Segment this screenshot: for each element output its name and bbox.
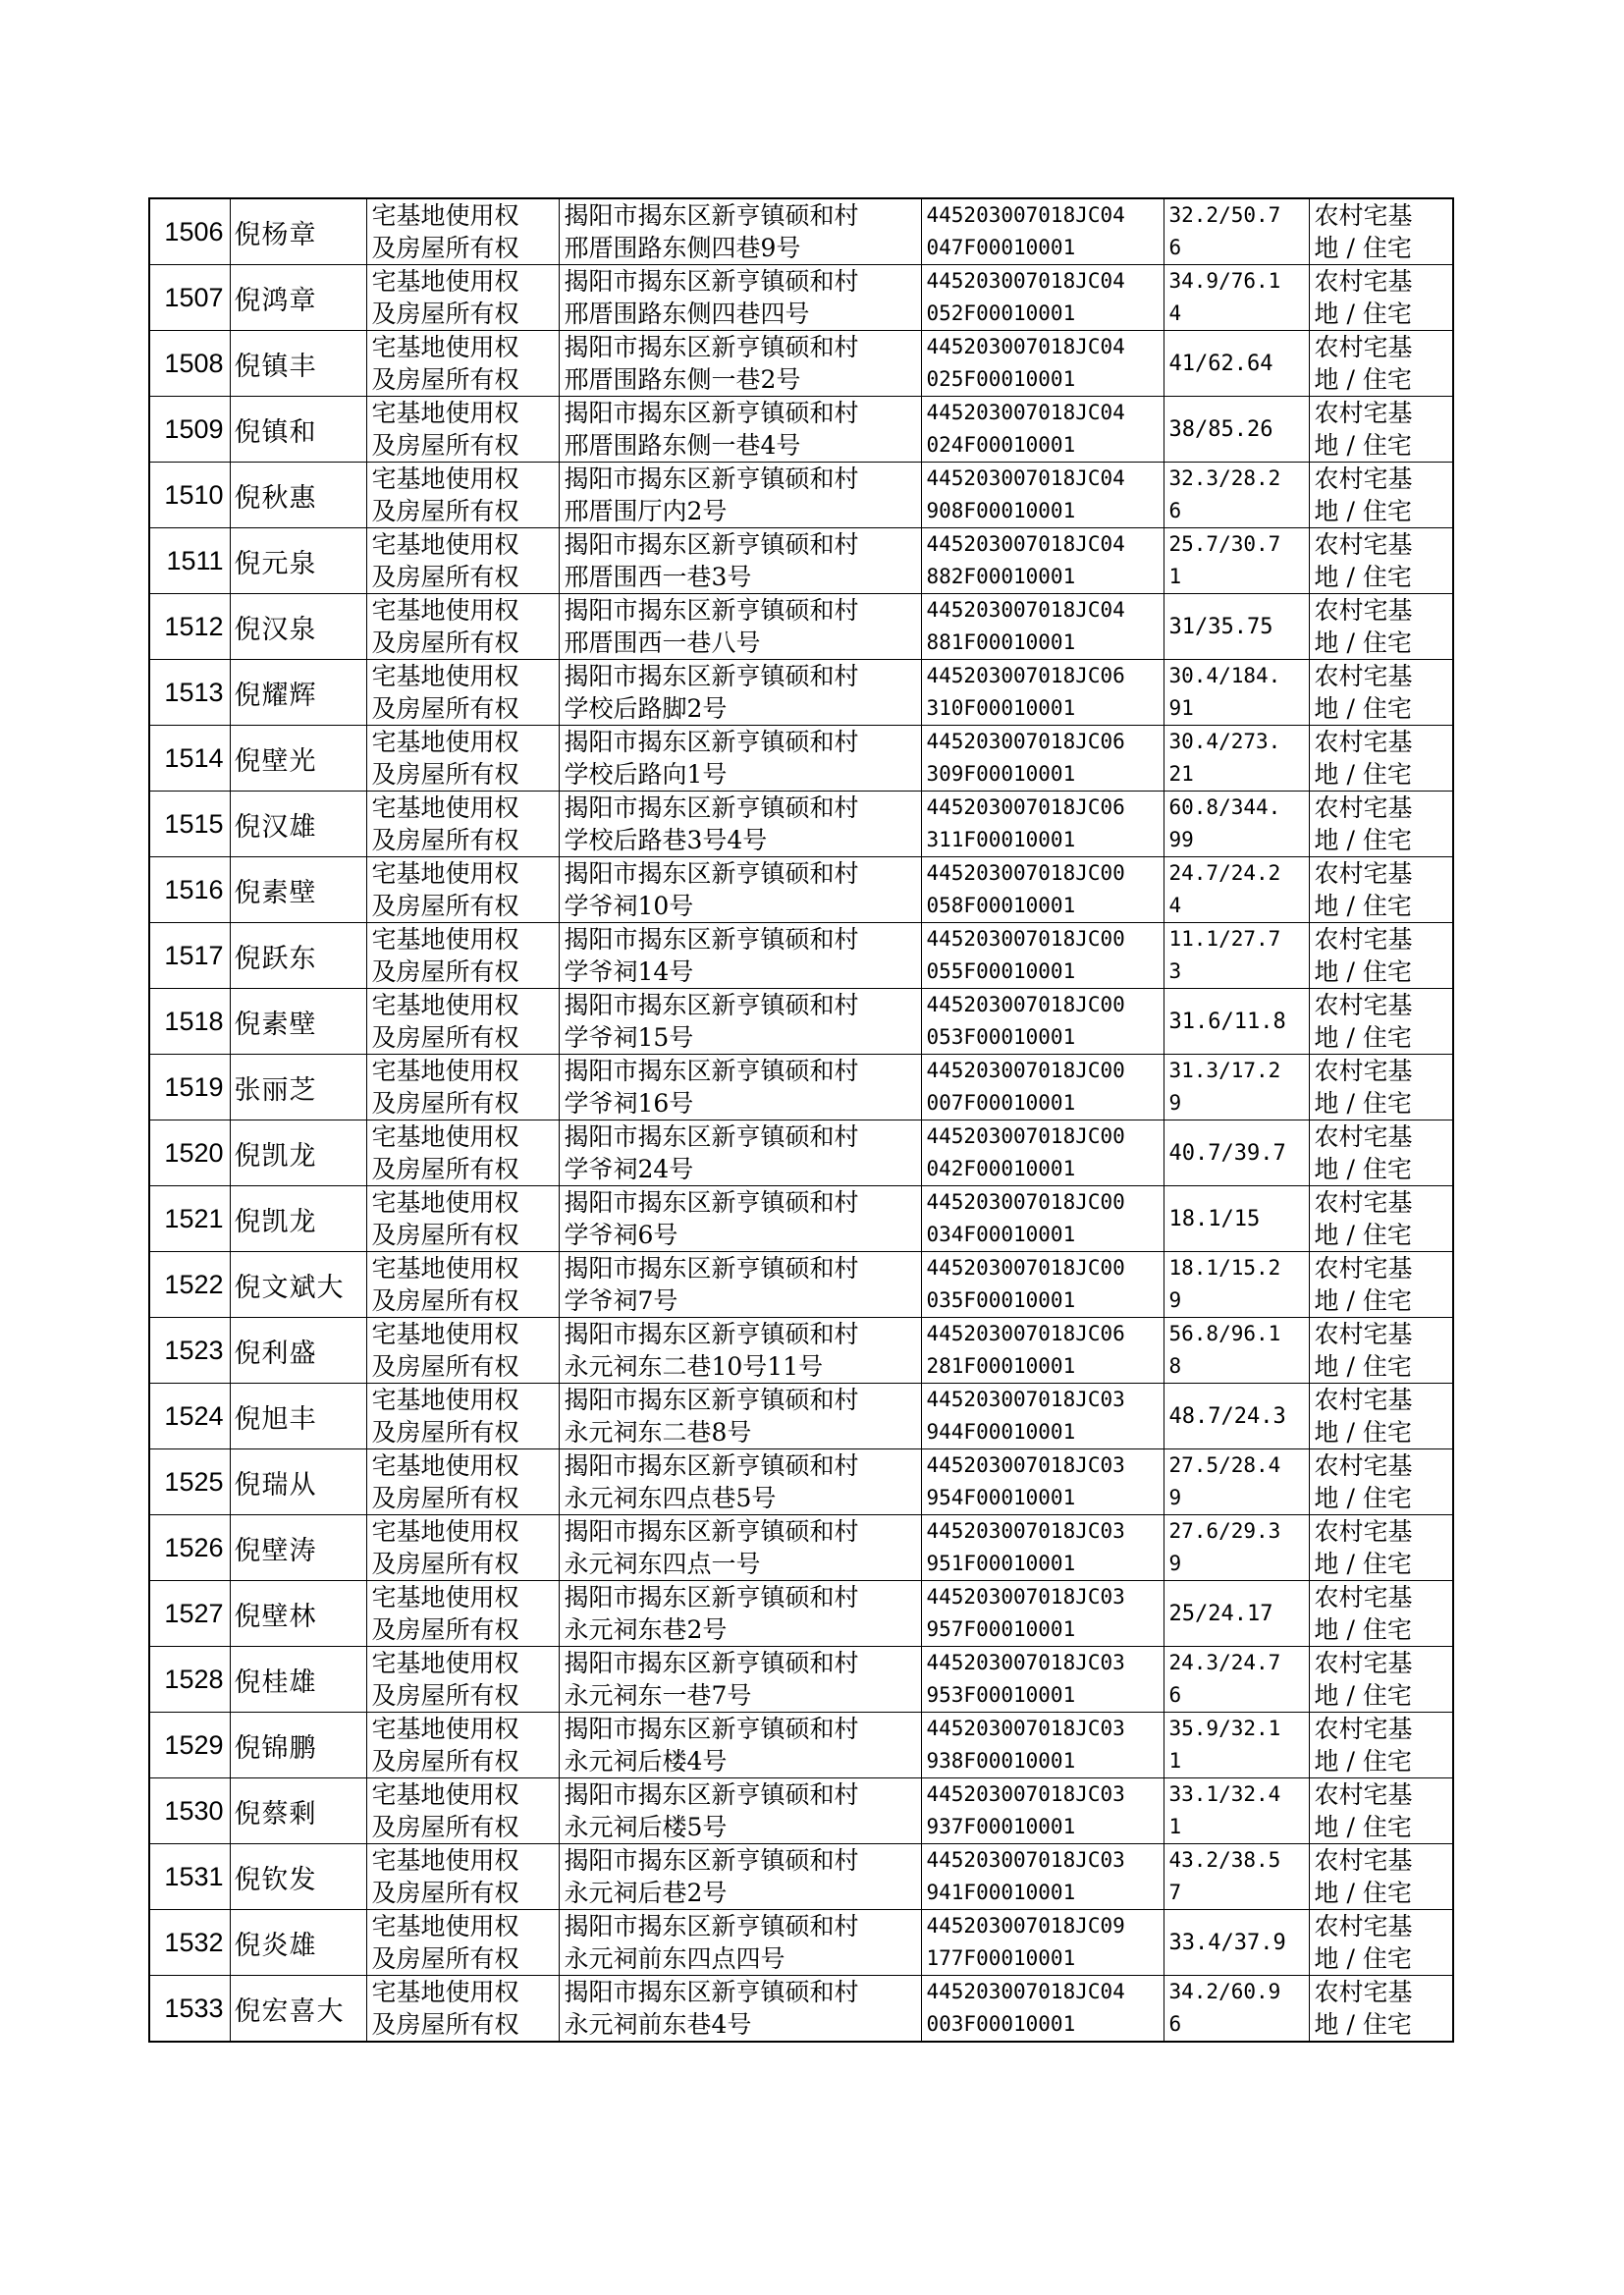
row-number-cell: 1522	[149, 1252, 230, 1318]
owner-name-cell: 倪秋惠	[230, 463, 366, 528]
location-cell: 揭阳市揭东区新亨镇硕和村 学校后路脚2号	[559, 660, 921, 726]
right-type-cell: 宅基地使用权 及房屋所有权	[366, 1318, 559, 1384]
land-use-cell: 农村宅基 地 / 住宅	[1309, 265, 1453, 331]
owner-name-cell: 倪钦发	[230, 1844, 366, 1910]
right-type-cell: 宅基地使用权 及房屋所有权	[366, 1713, 559, 1778]
area-cell: 11.1/27.7 3	[1164, 923, 1309, 989]
area-cell: 43.2/38.5 7	[1164, 1844, 1309, 1910]
row-number-cell: 1514	[149, 726, 230, 792]
location-cell: 揭阳市揭东区新亨镇硕和村 学爷祠16号	[559, 1055, 921, 1120]
table-row	[149, 198, 1453, 265]
table-row	[149, 1515, 1453, 1581]
location-cell: 揭阳市揭东区新亨镇硕和村 永元祠后巷2号	[559, 1844, 921, 1910]
owner-name-cell: 倪素壁	[230, 989, 366, 1055]
owner-name-cell: 倪凯龙	[230, 1120, 366, 1186]
row-number-cell: 1533	[149, 1976, 230, 2043]
right-type-cell: 宅基地使用权 及房屋所有权	[366, 1186, 559, 1252]
area-cell: 40.7/39.7	[1164, 1120, 1309, 1186]
land-use-cell: 农村宅基 地 / 住宅	[1309, 989, 1453, 1055]
land-use-cell: 农村宅基 地 / 住宅	[1309, 1778, 1453, 1844]
owner-name-cell: 张丽芝	[230, 1055, 366, 1120]
land-use-cell: 农村宅基 地 / 住宅	[1309, 1647, 1453, 1713]
unit-code-cell: 445203007018JC03 938F00010001	[921, 1713, 1164, 1778]
area-cell: 41/62.64	[1164, 331, 1309, 397]
unit-code-cell: 445203007018JC03 954F00010001	[921, 1449, 1164, 1515]
unit-code-cell: 445203007018JC04 047F00010001	[921, 198, 1164, 265]
owner-name-cell: 倪宏喜大	[230, 1976, 366, 2043]
unit-code-cell: 445203007018JC00 055F00010001	[921, 923, 1164, 989]
row-number-cell: 1526	[149, 1515, 230, 1581]
right-type-cell: 宅基地使用权 及房屋所有权	[366, 1252, 559, 1318]
land-use-cell: 农村宅基 地 / 住宅	[1309, 1910, 1453, 1976]
owner-name-cell: 倪锦鹏	[230, 1713, 366, 1778]
table-row	[149, 1976, 1453, 2043]
location-cell: 揭阳市揭东区新亨镇硕和村 邢厝围西一巷3号	[559, 528, 921, 594]
table-row	[149, 857, 1453, 923]
owner-name-cell: 倪壁光	[230, 726, 366, 792]
table-row	[149, 1581, 1453, 1647]
land-use-cell: 农村宅基 地 / 住宅	[1309, 1449, 1453, 1515]
right-type-cell: 宅基地使用权 及房屋所有权	[366, 265, 559, 331]
row-number-cell: 1524	[149, 1384, 230, 1449]
area-cell: 25.7/30.7 1	[1164, 528, 1309, 594]
owner-name-cell: 倪凯龙	[230, 1186, 366, 1252]
row-number-cell: 1531	[149, 1844, 230, 1910]
unit-code-cell: 445203007018JC03 937F00010001	[921, 1778, 1164, 1844]
area-cell: 56.8/96.1 8	[1164, 1318, 1309, 1384]
land-use-cell: 农村宅基 地 / 住宅	[1309, 726, 1453, 792]
land-use-cell: 农村宅基 地 / 住宅	[1309, 1120, 1453, 1186]
location-cell: 揭阳市揭东区新亨镇硕和村 永元祠前东巷4号	[559, 1976, 921, 2043]
row-number-cell: 1518	[149, 989, 230, 1055]
table-row	[149, 1252, 1453, 1318]
table-row	[149, 1384, 1453, 1449]
land-use-cell: 农村宅基 地 / 住宅	[1309, 1252, 1453, 1318]
unit-code-cell: 445203007018JC03 957F00010001	[921, 1581, 1164, 1647]
area-cell: 33.4/37.9	[1164, 1910, 1309, 1976]
owner-name-cell: 倪跃东	[230, 923, 366, 989]
right-type-cell: 宅基地使用权 及房屋所有权	[366, 792, 559, 857]
land-use-cell: 农村宅基 地 / 住宅	[1309, 923, 1453, 989]
area-cell: 31.3/17.2 9	[1164, 1055, 1309, 1120]
row-number-cell: 1519	[149, 1055, 230, 1120]
row-number-cell: 1532	[149, 1910, 230, 1976]
location-cell: 揭阳市揭东区新亨镇硕和村 学爷祠10号	[559, 857, 921, 923]
row-number-cell: 1525	[149, 1449, 230, 1515]
unit-code-cell: 445203007018JC04 003F00010001	[921, 1976, 1164, 2043]
location-cell: 揭阳市揭东区新亨镇硕和村 永元祠东四点一号	[559, 1515, 921, 1581]
right-type-cell: 宅基地使用权 及房屋所有权	[366, 594, 559, 660]
land-registry-table	[148, 197, 1454, 2043]
unit-code-cell: 445203007018JC04 052F00010001	[921, 265, 1164, 331]
owner-name-cell: 倪文斌大	[230, 1252, 366, 1318]
land-use-cell: 农村宅基 地 / 住宅	[1309, 594, 1453, 660]
right-type-cell: 宅基地使用权 及房屋所有权	[366, 198, 559, 265]
owner-name-cell: 倪利盛	[230, 1318, 366, 1384]
area-cell: 31/35.75	[1164, 594, 1309, 660]
table-row	[149, 1844, 1453, 1910]
row-number-cell: 1510	[149, 463, 230, 528]
owner-name-cell: 倪耀辉	[230, 660, 366, 726]
land-use-cell: 农村宅基 地 / 住宅	[1309, 1515, 1453, 1581]
unit-code-cell: 445203007018JC09 177F00010001	[921, 1910, 1164, 1976]
area-cell: 25/24.17	[1164, 1581, 1309, 1647]
land-use-cell: 农村宅基 地 / 住宅	[1309, 1581, 1453, 1647]
land-use-cell: 农村宅基 地 / 住宅	[1309, 1844, 1453, 1910]
unit-code-cell: 445203007018JC03 944F00010001	[921, 1384, 1164, 1449]
land-use-cell: 农村宅基 地 / 住宅	[1309, 397, 1453, 463]
row-number-cell: 1520	[149, 1120, 230, 1186]
row-number-cell: 1515	[149, 792, 230, 857]
right-type-cell: 宅基地使用权 及房屋所有权	[366, 923, 559, 989]
table-row	[149, 792, 1453, 857]
right-type-cell: 宅基地使用权 及房屋所有权	[366, 1055, 559, 1120]
unit-code-cell: 445203007018JC00 042F00010001	[921, 1120, 1164, 1186]
location-cell: 揭阳市揭东区新亨镇硕和村 永元祠东一巷7号	[559, 1647, 921, 1713]
table-row	[149, 1778, 1453, 1844]
area-cell: 35.9/32.1 1	[1164, 1713, 1309, 1778]
unit-code-cell: 445203007018JC06 311F00010001	[921, 792, 1164, 857]
land-use-cell: 农村宅基 地 / 住宅	[1309, 792, 1453, 857]
location-cell: 揭阳市揭东区新亨镇硕和村 学爷祠14号	[559, 923, 921, 989]
right-type-cell: 宅基地使用权 及房屋所有权	[366, 528, 559, 594]
row-number-cell: 1523	[149, 1318, 230, 1384]
area-cell: 18.1/15	[1164, 1186, 1309, 1252]
area-cell: 32.3/28.2 6	[1164, 463, 1309, 528]
table-row	[149, 265, 1453, 331]
table-row	[149, 463, 1453, 528]
right-type-cell: 宅基地使用权 及房屋所有权	[366, 1778, 559, 1844]
location-cell: 揭阳市揭东区新亨镇硕和村 永元祠东巷2号	[559, 1581, 921, 1647]
table-row	[149, 660, 1453, 726]
table-row	[149, 528, 1453, 594]
right-type-cell: 宅基地使用权 及房屋所有权	[366, 1120, 559, 1186]
location-cell: 揭阳市揭东区新亨镇硕和村 学爷祠24号	[559, 1120, 921, 1186]
table-row	[149, 1055, 1453, 1120]
land-use-cell: 农村宅基 地 / 住宅	[1309, 198, 1453, 265]
area-cell: 34.9/76.1 4	[1164, 265, 1309, 331]
location-cell: 揭阳市揭东区新亨镇硕和村 邢厝围厅内2号	[559, 463, 921, 528]
unit-code-cell: 445203007018JC06 310F00010001	[921, 660, 1164, 726]
area-cell: 38/85.26	[1164, 397, 1309, 463]
owner-name-cell: 倪炎雄	[230, 1910, 366, 1976]
area-cell: 32.2/50.7 6	[1164, 198, 1309, 265]
owner-name-cell: 倪素壁	[230, 857, 366, 923]
owner-name-cell: 倪镇丰	[230, 331, 366, 397]
row-number-cell: 1506	[149, 198, 230, 265]
owner-name-cell: 倪桂雄	[230, 1647, 366, 1713]
row-number-cell: 1511	[149, 528, 230, 594]
right-type-cell: 宅基地使用权 及房屋所有权	[366, 1581, 559, 1647]
table-row	[149, 726, 1453, 792]
owner-name-cell: 倪壁涛	[230, 1515, 366, 1581]
owner-name-cell: 倪蔡剩	[230, 1778, 366, 1844]
table-row	[149, 1647, 1453, 1713]
owner-name-cell: 倪汉雄	[230, 792, 366, 857]
land-use-cell: 农村宅基 地 / 住宅	[1309, 1055, 1453, 1120]
location-cell: 揭阳市揭东区新亨镇硕和村 邢厝围路东侧四巷四号	[559, 265, 921, 331]
land-use-cell: 农村宅基 地 / 住宅	[1309, 1976, 1453, 2043]
area-cell: 24.7/24.2 4	[1164, 857, 1309, 923]
table-body	[149, 198, 1453, 2042]
row-number-cell: 1528	[149, 1647, 230, 1713]
location-cell: 揭阳市揭东区新亨镇硕和村 永元祠后楼5号	[559, 1778, 921, 1844]
unit-code-cell: 445203007018JC04 908F00010001	[921, 463, 1164, 528]
row-number-cell: 1517	[149, 923, 230, 989]
unit-code-cell: 445203007018JC06 281F00010001	[921, 1318, 1164, 1384]
table-row	[149, 594, 1453, 660]
land-use-cell: 农村宅基 地 / 住宅	[1309, 463, 1453, 528]
table-row	[149, 1713, 1453, 1778]
location-cell: 揭阳市揭东区新亨镇硕和村 学爷祠6号	[559, 1186, 921, 1252]
owner-name-cell: 倪元泉	[230, 528, 366, 594]
right-type-cell: 宅基地使用权 及房屋所有权	[366, 1647, 559, 1713]
land-use-cell: 农村宅基 地 / 住宅	[1309, 528, 1453, 594]
location-cell: 揭阳市揭东区新亨镇硕和村 学校后路向1号	[559, 726, 921, 792]
unit-code-cell: 445203007018JC00 034F00010001	[921, 1186, 1164, 1252]
table-row	[149, 1449, 1453, 1515]
row-number-cell: 1530	[149, 1778, 230, 1844]
area-cell: 24.3/24.7 6	[1164, 1647, 1309, 1713]
owner-name-cell: 倪壁林	[230, 1581, 366, 1647]
row-number-cell: 1509	[149, 397, 230, 463]
right-type-cell: 宅基地使用权 及房屋所有权	[366, 397, 559, 463]
table-row	[149, 989, 1453, 1055]
right-type-cell: 宅基地使用权 及房屋所有权	[366, 857, 559, 923]
area-cell: 27.5/28.4 9	[1164, 1449, 1309, 1515]
unit-code-cell: 445203007018JC06 309F00010001	[921, 726, 1164, 792]
row-number-cell: 1529	[149, 1713, 230, 1778]
area-cell: 27.6/29.3 9	[1164, 1515, 1309, 1581]
right-type-cell: 宅基地使用权 及房屋所有权	[366, 660, 559, 726]
row-number-cell: 1507	[149, 265, 230, 331]
unit-code-cell: 445203007018JC04 882F00010001	[921, 528, 1164, 594]
right-type-cell: 宅基地使用权 及房屋所有权	[366, 1910, 559, 1976]
area-cell: 48.7/24.3	[1164, 1384, 1309, 1449]
owner-name-cell: 倪汉泉	[230, 594, 366, 660]
unit-code-cell: 445203007018JC04 881F00010001	[921, 594, 1164, 660]
right-type-cell: 宅基地使用权 及房屋所有权	[366, 463, 559, 528]
unit-code-cell: 445203007018JC00 007F00010001	[921, 1055, 1164, 1120]
table-row	[149, 923, 1453, 989]
location-cell: 揭阳市揭东区新亨镇硕和村 永元祠东四点巷5号	[559, 1449, 921, 1515]
table-row	[149, 1318, 1453, 1384]
unit-code-cell: 445203007018JC00 053F00010001	[921, 989, 1164, 1055]
land-use-cell: 农村宅基 地 / 住宅	[1309, 660, 1453, 726]
owner-name-cell: 倪旭丰	[230, 1384, 366, 1449]
area-cell: 33.1/32.4 1	[1164, 1778, 1309, 1844]
table-row	[149, 331, 1453, 397]
right-type-cell: 宅基地使用权 及房屋所有权	[366, 1844, 559, 1910]
unit-code-cell: 445203007018JC04 024F00010001	[921, 397, 1164, 463]
owner-name-cell: 倪鸿章	[230, 265, 366, 331]
row-number-cell: 1513	[149, 660, 230, 726]
area-cell: 30.4/184. 91	[1164, 660, 1309, 726]
row-number-cell: 1521	[149, 1186, 230, 1252]
table-row	[149, 1120, 1453, 1186]
unit-code-cell: 445203007018JC03 951F00010001	[921, 1515, 1164, 1581]
area-cell: 31.6/11.8	[1164, 989, 1309, 1055]
location-cell: 揭阳市揭东区新亨镇硕和村 学爷祠15号	[559, 989, 921, 1055]
row-number-cell: 1527	[149, 1581, 230, 1647]
owner-name-cell: 倪杨章	[230, 198, 366, 265]
unit-code-cell: 445203007018JC03 953F00010001	[921, 1647, 1164, 1713]
row-number-cell: 1512	[149, 594, 230, 660]
area-cell: 34.2/60.9 6	[1164, 1976, 1309, 2043]
area-cell: 60.8/344. 99	[1164, 792, 1309, 857]
land-use-cell: 农村宅基 地 / 住宅	[1309, 1384, 1453, 1449]
land-use-cell: 农村宅基 地 / 住宅	[1309, 331, 1453, 397]
location-cell: 揭阳市揭东区新亨镇硕和村 永元祠前东四点四号	[559, 1910, 921, 1976]
right-type-cell: 宅基地使用权 及房屋所有权	[366, 1976, 559, 2043]
land-use-cell: 农村宅基 地 / 住宅	[1309, 1713, 1453, 1778]
right-type-cell: 宅基地使用权 及房屋所有权	[366, 989, 559, 1055]
land-use-cell: 农村宅基 地 / 住宅	[1309, 1318, 1453, 1384]
table-row	[149, 1910, 1453, 1976]
owner-name-cell: 倪瑞从	[230, 1449, 366, 1515]
area-cell: 18.1/15.2 9	[1164, 1252, 1309, 1318]
location-cell: 揭阳市揭东区新亨镇硕和村 邢厝围路东侧一巷2号	[559, 331, 921, 397]
right-type-cell: 宅基地使用权 及房屋所有权	[366, 1449, 559, 1515]
location-cell: 揭阳市揭东区新亨镇硕和村 邢厝围西一巷八号	[559, 594, 921, 660]
location-cell: 揭阳市揭东区新亨镇硕和村 学爷祠7号	[559, 1252, 921, 1318]
right-type-cell: 宅基地使用权 及房屋所有权	[366, 1515, 559, 1581]
table-row	[149, 397, 1453, 463]
location-cell: 揭阳市揭东区新亨镇硕和村 邢厝围路东侧四巷9号	[559, 198, 921, 265]
table-row	[149, 1186, 1453, 1252]
row-number-cell: 1516	[149, 857, 230, 923]
land-use-cell: 农村宅基 地 / 住宅	[1309, 857, 1453, 923]
location-cell: 揭阳市揭东区新亨镇硕和村 学校后路巷3号4号	[559, 792, 921, 857]
unit-code-cell: 445203007018JC00 035F00010001	[921, 1252, 1164, 1318]
unit-code-cell: 445203007018JC03 941F00010001	[921, 1844, 1164, 1910]
right-type-cell: 宅基地使用权 及房屋所有权	[366, 1384, 559, 1449]
location-cell: 揭阳市揭东区新亨镇硕和村 永元祠后楼4号	[559, 1713, 921, 1778]
unit-code-cell: 445203007018JC04 025F00010001	[921, 331, 1164, 397]
right-type-cell: 宅基地使用权 及房屋所有权	[366, 726, 559, 792]
location-cell: 揭阳市揭东区新亨镇硕和村 永元祠东二巷8号	[559, 1384, 921, 1449]
location-cell: 揭阳市揭东区新亨镇硕和村 邢厝围路东侧一巷4号	[559, 397, 921, 463]
right-type-cell: 宅基地使用权 及房屋所有权	[366, 331, 559, 397]
location-cell: 揭阳市揭东区新亨镇硕和村 永元祠东二巷10号11号	[559, 1318, 921, 1384]
row-number-cell: 1508	[149, 331, 230, 397]
land-use-cell: 农村宅基 地 / 住宅	[1309, 1186, 1453, 1252]
unit-code-cell: 445203007018JC00 058F00010001	[921, 857, 1164, 923]
owner-name-cell: 倪镇和	[230, 397, 366, 463]
area-cell: 30.4/273. 21	[1164, 726, 1309, 792]
